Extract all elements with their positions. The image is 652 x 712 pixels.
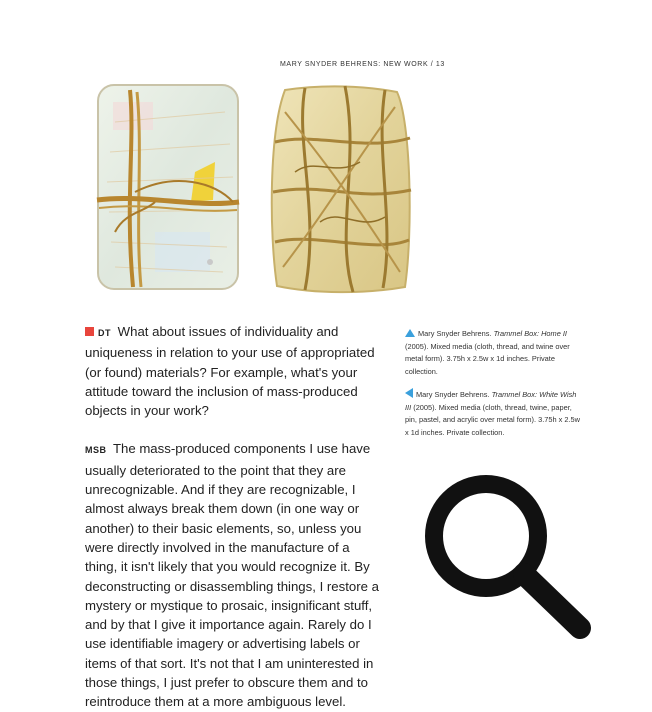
triangle-left-icon bbox=[405, 388, 413, 398]
caption-white-wish-artist: Mary Snyder Behrens. bbox=[416, 389, 490, 399]
question-speaker: DT bbox=[98, 328, 111, 338]
red-square-icon bbox=[85, 327, 94, 336]
caption-white-wish-details: (2005). Mixed media (cloth, thread, twine, paper, pin, pastel, and acrylic over metal form). 3.75h x 2.5w x 1d inches. Private collection. bbox=[405, 402, 580, 437]
question-text: What about issues of individuality and uniqueness in relation to your use of appropriated (or found) materials? For example, what's your attitude toward the inclusion of mass-produced objects in your work? bbox=[85, 324, 375, 419]
question-paragraph bbox=[85, 322, 385, 420]
captions bbox=[405, 328, 580, 440]
caption-white-wish-title: Trammel Box: White Wish III bbox=[405, 389, 577, 412]
answer-speaker: MSB bbox=[85, 445, 107, 456]
caption-home bbox=[405, 328, 580, 379]
caption-home-artist: Mary Snyder Behrens. bbox=[418, 329, 492, 338]
answer-text: The mass-produced components I use have usually deteriorated to the point that they are unrecognizable. And if they are recognizable, I almost always break them down (in one way or another) to their basic elements, so, unless you were directly involved in the manufacture of a thing, it isn't likely that you would recognize it. By deconstructing or disassembling things, I restore a mystery or mystique to prosaic, insignificant stuff, and by that I give it importance again. Rarely do I use identifiable imagery or advertising labels or items of that sort. It's not that I am uninterested in those things, I just prefer to obscure them and to reintroduce them at a more ambiguous level. bbox=[85, 441, 379, 710]
caption-home-title: Trammel Box: Home II bbox=[493, 329, 567, 338]
caption-home-details: (2005). Mixed media (cloth, thread, and twine over metal form). 3.75h x 2.5w x 1d inches. Private collection. bbox=[405, 341, 570, 377]
interview-text bbox=[85, 322, 385, 712]
artwork-home-photo bbox=[265, 82, 415, 297]
caption-white-wish bbox=[405, 388, 580, 440]
triangle-up-icon bbox=[405, 329, 415, 337]
answer-paragraph bbox=[85, 439, 385, 711]
artwork-white-wish-photo bbox=[95, 82, 241, 292]
running-head: MARY SNYDER BEHRENS: NEW WORK / 13 bbox=[280, 61, 445, 68]
magnifier-icon[interactable] bbox=[420, 470, 595, 645]
